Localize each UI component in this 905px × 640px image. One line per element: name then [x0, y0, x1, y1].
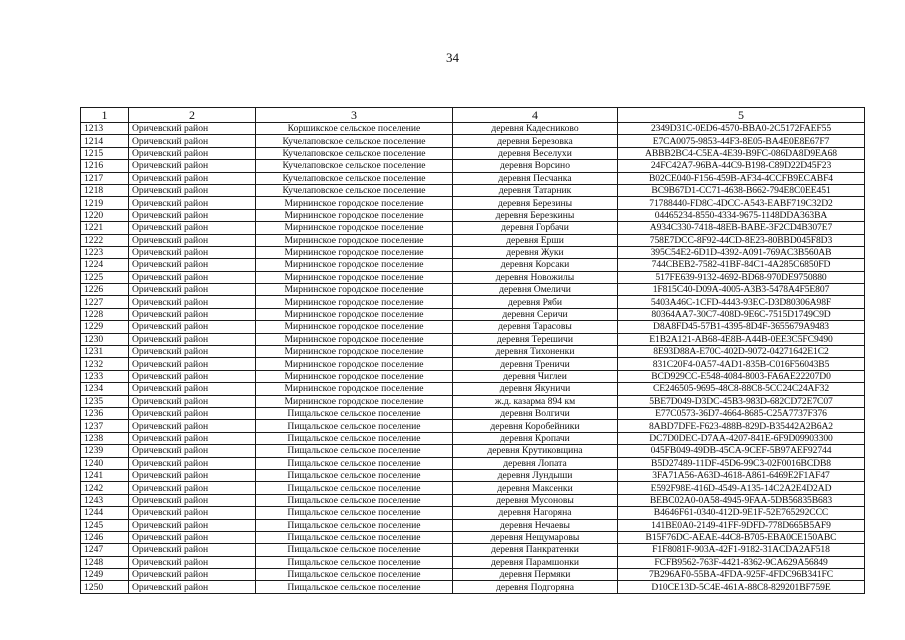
district-cell: Оричевский район [129, 271, 256, 283]
guid-cell: B4646F61-0340-412D-9E1F-52E765292CCC [618, 507, 865, 519]
locality-cell: деревня Тихоненки [453, 346, 618, 358]
district-cell: Оричевский район [129, 457, 256, 469]
district-cell: Оричевский район [129, 160, 256, 172]
table-row [81, 259, 865, 271]
guid-cell: B02CE040-F156-459B-AF34-4CCFB9ECABF4 [618, 172, 865, 184]
settlement-cell: Пищальское сельское поселение [256, 482, 453, 494]
locality-cell: деревня Коробейники [453, 420, 618, 432]
table-row [81, 308, 865, 320]
locality-cell: деревня Песчанка [453, 172, 618, 184]
row-number-cell: 1225 [81, 271, 129, 283]
district-cell: Оричевский район [129, 197, 256, 209]
row-number-cell: 1239 [81, 445, 129, 457]
locality-cell: ж.д. казарма 894 км [453, 395, 618, 407]
locality-cell: деревня Треничи [453, 358, 618, 370]
guid-cell: 141BE0A0-2149-41FF-9DFD-778D665B5AF9 [618, 519, 865, 531]
settlement-cell: Мирнинское городское поселение [256, 246, 453, 258]
settlement-cell: Мирнинское городское поселение [256, 222, 453, 234]
guid-cell: 045FB049-49DB-45CA-9CEF-5B97AEF92744 [618, 445, 865, 457]
locality-cell: деревня Максенки [453, 482, 618, 494]
guid-cell: 8E93D88A-E70C-402D-9072-04271642E1C2 [618, 346, 865, 358]
table-row [81, 507, 865, 519]
district-cell: Оричевский район [129, 333, 256, 345]
locality-cell: деревня Нечаевы [453, 519, 618, 531]
row-number-cell: 1223 [81, 246, 129, 258]
settlement-cell: Пищальское сельское поселение [256, 507, 453, 519]
locality-cell: деревня Корсаки [453, 259, 618, 271]
table-row [81, 184, 865, 196]
row-number-cell: 1228 [81, 308, 129, 320]
column-header: 2 [129, 108, 256, 123]
district-cell: Оричевский район [129, 321, 256, 333]
table-row [81, 284, 865, 296]
table-row [81, 234, 865, 246]
table-row [81, 197, 865, 209]
row-number-cell: 1238 [81, 432, 129, 444]
table-row [81, 147, 865, 159]
locality-cell: деревня Ряби [453, 296, 618, 308]
locality-cell: деревня Омеличи [453, 284, 618, 296]
district-cell: Оричевский район [129, 407, 256, 419]
district-cell: Оричевский район [129, 469, 256, 481]
district-cell: Оричевский район [129, 308, 256, 320]
guid-cell: 80364AA7-30C7-408D-9E6C-7515D1749C9D [618, 308, 865, 320]
guid-cell: A934C330-7418-48EB-BABE-3F2CD4B307E7 [618, 222, 865, 234]
settlement-cell: Пищальское сельское поселение [256, 519, 453, 531]
settlements-table [80, 107, 865, 594]
table-row [81, 432, 865, 444]
district-cell: Оричевский район [129, 147, 256, 159]
row-number-cell: 1248 [81, 556, 129, 568]
settlement-cell: Мирнинское городское поселение [256, 395, 453, 407]
table-row [81, 569, 865, 581]
table-row [81, 321, 865, 333]
row-number-cell: 1250 [81, 581, 129, 593]
settlement-cell: Мирнинское городское поселение [256, 209, 453, 221]
guid-cell: B15F76DC-AEAE-44C8-B705-EBA0CE150ABC [618, 531, 865, 543]
guid-cell: D8A8FD45-57B1-4395-8D4F-3655679A9483 [618, 321, 865, 333]
table-row [81, 445, 865, 457]
row-number-cell: 1241 [81, 469, 129, 481]
locality-cell: деревня Нещумаровы [453, 531, 618, 543]
district-cell: Оричевский район [129, 482, 256, 494]
district-cell: Оричевский район [129, 123, 256, 135]
row-number-cell: 1222 [81, 234, 129, 246]
guid-cell: D10CE13D-5C4E-461A-88C8-829201BF759E [618, 581, 865, 593]
row-number-cell: 1236 [81, 407, 129, 419]
row-number-cell: 1234 [81, 383, 129, 395]
row-number-cell: 1213 [81, 123, 129, 135]
settlement-cell: Пищальское сельское поселение [256, 407, 453, 419]
district-cell: Оричевский район [129, 544, 256, 556]
table-row [81, 494, 865, 506]
row-number-cell: 1215 [81, 147, 129, 159]
table-row [81, 544, 865, 556]
district-cell: Оричевский район [129, 172, 256, 184]
settlement-cell: Пищальское сельское поселение [256, 556, 453, 568]
page-number: 34 [446, 50, 459, 65]
row-number-cell: 1227 [81, 296, 129, 308]
settlement-cell: Пищальское сельское поселение [256, 494, 453, 506]
table-row [81, 395, 865, 407]
locality-cell: деревня Пермяки [453, 569, 618, 581]
district-cell: Оричевский район [129, 432, 256, 444]
row-number-cell: 1217 [81, 172, 129, 184]
locality-cell: деревня Ворсино [453, 160, 618, 172]
locality-cell: деревня Нагоряна [453, 507, 618, 519]
locality-cell: деревня Парамшонки [453, 556, 618, 568]
table-row [81, 420, 865, 432]
table-row [81, 222, 865, 234]
table-row [81, 346, 865, 358]
guid-cell: ABBB2BC4-C5EA-4E39-B9FC-086DA8D9EA68 [618, 147, 865, 159]
row-number-cell: 1220 [81, 209, 129, 221]
district-cell: Оричевский район [129, 383, 256, 395]
settlement-cell: Пищальское сельское поселение [256, 432, 453, 444]
guid-cell: 3FA71A56-A63D-4618-A861-6469E2F1AF47 [618, 469, 865, 481]
column-header: 4 [453, 108, 618, 123]
guid-cell: 24FC42A7-96BA-44C9-B198-C89D22D45F23 [618, 160, 865, 172]
settlement-cell: Пищальское сельское поселение [256, 420, 453, 432]
table-row [81, 246, 865, 258]
guid-cell: 758E7DCC-8F92-44CD-8E23-80BBD045F8D3 [618, 234, 865, 246]
settlement-cell: Мирнинское городское поселение [256, 358, 453, 370]
district-cell: Оричевский район [129, 284, 256, 296]
guid-cell: 2349D31C-0ED6-4570-BBA0-2C5172FAEF55 [618, 123, 865, 135]
settlement-cell: Мирнинское городское поселение [256, 346, 453, 358]
locality-cell: деревня Кропачи [453, 432, 618, 444]
locality-cell: деревня Крутиковщина [453, 445, 618, 457]
locality-cell: деревня Чиглеи [453, 370, 618, 382]
row-number-cell: 1240 [81, 457, 129, 469]
table-row [81, 556, 865, 568]
row-number-cell: 1244 [81, 507, 129, 519]
table-header-row [81, 108, 865, 123]
settlement-cell: Пищальское сельское поселение [256, 544, 453, 556]
locality-cell: деревня Тарасовы [453, 321, 618, 333]
district-cell: Оричевский район [129, 531, 256, 543]
guid-cell: 5BE7D049-D3DC-45B3-983D-682CD72E7C07 [618, 395, 865, 407]
column-header: 3 [256, 108, 453, 123]
table-row [81, 209, 865, 221]
table-row [81, 296, 865, 308]
row-number-cell: 1230 [81, 333, 129, 345]
district-cell: Оричевский район [129, 358, 256, 370]
table-row [81, 407, 865, 419]
row-number-cell: 1235 [81, 395, 129, 407]
locality-cell: деревня Березкины [453, 209, 618, 221]
locality-cell: деревня Лундыши [453, 469, 618, 481]
column-header: 1 [81, 108, 129, 123]
table-row [81, 135, 865, 147]
settlement-cell: Пищальское сельское поселение [256, 569, 453, 581]
row-number-cell: 1247 [81, 544, 129, 556]
table-row [81, 333, 865, 345]
table-row [81, 358, 865, 370]
guid-cell: BEBC02A0-0A58-4945-9FAA-5DB56835B683 [618, 494, 865, 506]
district-cell: Оричевский район [129, 519, 256, 531]
guid-cell: 8ABD7DFE-F623-488B-829D-B35442A2B6A2 [618, 420, 865, 432]
settlement-cell: Кучелаповское сельское поселение [256, 147, 453, 159]
row-number-cell: 1242 [81, 482, 129, 494]
locality-cell: деревня Веселухи [453, 147, 618, 159]
row-number-cell: 1216 [81, 160, 129, 172]
district-cell: Оричевский район [129, 581, 256, 593]
row-number-cell: 1233 [81, 370, 129, 382]
district-cell: Оричевский район [129, 395, 256, 407]
district-cell: Оричевский район [129, 209, 256, 221]
table-row [81, 469, 865, 481]
row-number-cell: 1218 [81, 184, 129, 196]
row-number-cell: 1237 [81, 420, 129, 432]
row-number-cell: 1232 [81, 358, 129, 370]
settlement-cell: Пищальское сельское поселение [256, 581, 453, 593]
district-cell: Оричевский район [129, 346, 256, 358]
guid-cell: 395C54E2-6D1D-4392-A091-769AC3B560AB [618, 246, 865, 258]
locality-cell: деревня Березовка [453, 135, 618, 147]
settlement-cell: Мирнинское городское поселение [256, 308, 453, 320]
locality-cell: деревня Новожилы [453, 271, 618, 283]
settlement-cell: Кучелаповское сельское поселение [256, 184, 453, 196]
row-number-cell: 1245 [81, 519, 129, 531]
locality-cell: деревня Жуки [453, 246, 618, 258]
locality-cell: деревня Якуничи [453, 383, 618, 395]
guid-cell: BC9B67D1-CC71-4638-B662-794E8C0EE451 [618, 184, 865, 196]
settlement-cell: Кучелаповское сельское поселение [256, 135, 453, 147]
settlement-cell: Кучелаповское сельское поселение [256, 160, 453, 172]
district-cell: Оричевский район [129, 569, 256, 581]
district-cell: Оричевский район [129, 445, 256, 457]
guid-cell: 517FE639-9132-4692-BD68-970DE9750880 [618, 271, 865, 283]
guid-cell: E7CA0075-9853-44F3-8E05-BA4E0E8E67F7 [618, 135, 865, 147]
table-row [81, 519, 865, 531]
settlement-cell: Кучелаповское сельское поселение [256, 172, 453, 184]
guid-cell: 71788440-FD8C-4DCC-A543-EABF719C32D2 [618, 197, 865, 209]
locality-cell: деревня Терешичи [453, 333, 618, 345]
row-number-cell: 1231 [81, 346, 129, 358]
guid-cell: FCFB9562-763F-4421-8362-9CA629A56849 [618, 556, 865, 568]
guid-cell: BCD929CC-E548-4084-8003-FA6AE22207D0 [618, 370, 865, 382]
table-row [81, 271, 865, 283]
row-number-cell: 1214 [81, 135, 129, 147]
guid-cell: 744CBEB2-7582-41BF-84C1-4A285C6850FD [618, 259, 865, 271]
settlement-cell: Мирнинское городское поселение [256, 321, 453, 333]
district-cell: Оричевский район [129, 135, 256, 147]
district-cell: Оричевский район [129, 494, 256, 506]
district-cell: Оричевский район [129, 556, 256, 568]
guid-cell: DC7D0DEC-D7AA-4207-841E-6F9D09903300 [618, 432, 865, 444]
district-cell: Оричевский район [129, 370, 256, 382]
row-number-cell: 1221 [81, 222, 129, 234]
settlement-cell: Мирнинское городское поселение [256, 383, 453, 395]
district-cell: Оричевский район [129, 222, 256, 234]
table-row [81, 160, 865, 172]
row-number-cell: 1226 [81, 284, 129, 296]
guid-cell: 7B296AF0-55BA-4FDA-925F-4FDC96B341FC [618, 569, 865, 581]
settlement-cell: Коршикское сельское поселение [256, 123, 453, 135]
district-cell: Оричевский район [129, 246, 256, 258]
settlement-cell: Мирнинское городское поселение [256, 259, 453, 271]
table-row [81, 172, 865, 184]
row-number-cell: 1229 [81, 321, 129, 333]
settlement-cell: Пищальское сельское поселение [256, 469, 453, 481]
settlement-cell: Мирнинское городское поселение [256, 296, 453, 308]
table-row [81, 123, 865, 135]
settlement-cell: Мирнинское городское поселение [256, 234, 453, 246]
guid-cell: B5D27489-11DF-45D6-99C3-02F0016BCDB8 [618, 457, 865, 469]
table-row [81, 383, 865, 395]
locality-cell: деревня Мусоновы [453, 494, 618, 506]
settlement-cell: Мирнинское городское поселение [256, 333, 453, 345]
guid-cell: 831C20F4-0A57-4AD1-835B-C016F56043B5 [618, 358, 865, 370]
locality-cell: деревня Волгичи [453, 407, 618, 419]
settlement-cell: Пищальское сельское поселение [256, 457, 453, 469]
settlement-cell: Мирнинское городское поселение [256, 197, 453, 209]
row-number-cell: 1249 [81, 569, 129, 581]
settlement-cell: Пищальское сельское поселение [256, 531, 453, 543]
table-row [81, 531, 865, 543]
guid-cell: F1F8081F-903A-42F1-9182-31ACDA2AF518 [618, 544, 865, 556]
guid-cell: E77C0573-36D7-4664-8685-C25A7737F376 [618, 407, 865, 419]
settlement-cell: Мирнинское городское поселение [256, 370, 453, 382]
district-cell: Оричевский район [129, 259, 256, 271]
guid-cell: E1B2A121-AB68-4E8B-A44B-0EE3C5FC9490 [618, 333, 865, 345]
guid-cell: 5403A46C-1CFD-4443-93EC-D3D80306A98F [618, 296, 865, 308]
district-cell: Оричевский район [129, 184, 256, 196]
guid-cell: E592F98E-416D-4549-A135-14C2A2E4D2AD [618, 482, 865, 494]
settlement-cell: Мирнинское городское поселение [256, 284, 453, 296]
locality-cell: деревня Горбачи [453, 222, 618, 234]
guid-cell: 04465234-8550-4334-9675-1148DDA363BA [618, 209, 865, 221]
locality-cell: деревня Татарник [453, 184, 618, 196]
settlement-cell: Пищальское сельское поселение [256, 445, 453, 457]
table-row [81, 482, 865, 494]
guid-cell: 1F815C40-D09A-4005-A3B3-5478A4F5E807 [618, 284, 865, 296]
row-number-cell: 1224 [81, 259, 129, 271]
row-number-cell: 1246 [81, 531, 129, 543]
table-row [81, 581, 865, 593]
district-cell: Оричевский район [129, 420, 256, 432]
row-number-cell: 1219 [81, 197, 129, 209]
locality-cell: деревня Кадесниково [453, 123, 618, 135]
locality-cell: деревня Подгоряна [453, 581, 618, 593]
locality-cell: деревня Березины [453, 197, 618, 209]
district-cell: Оричевский район [129, 507, 256, 519]
locality-cell: деревня Ерши [453, 234, 618, 246]
district-cell: Оричевский район [129, 296, 256, 308]
locality-cell: деревня Панкратенки [453, 544, 618, 556]
guid-cell: CE246505-9695-48C8-88C8-5CC24C24AF32 [618, 383, 865, 395]
column-header: 5 [618, 108, 865, 123]
district-cell: Оричевский район [129, 234, 256, 246]
locality-cell: деревня Лопата [453, 457, 618, 469]
table-row [81, 370, 865, 382]
table-row [81, 457, 865, 469]
row-number-cell: 1243 [81, 494, 129, 506]
settlement-cell: Мирнинское городское поселение [256, 271, 453, 283]
locality-cell: деревня Серичи [453, 308, 618, 320]
